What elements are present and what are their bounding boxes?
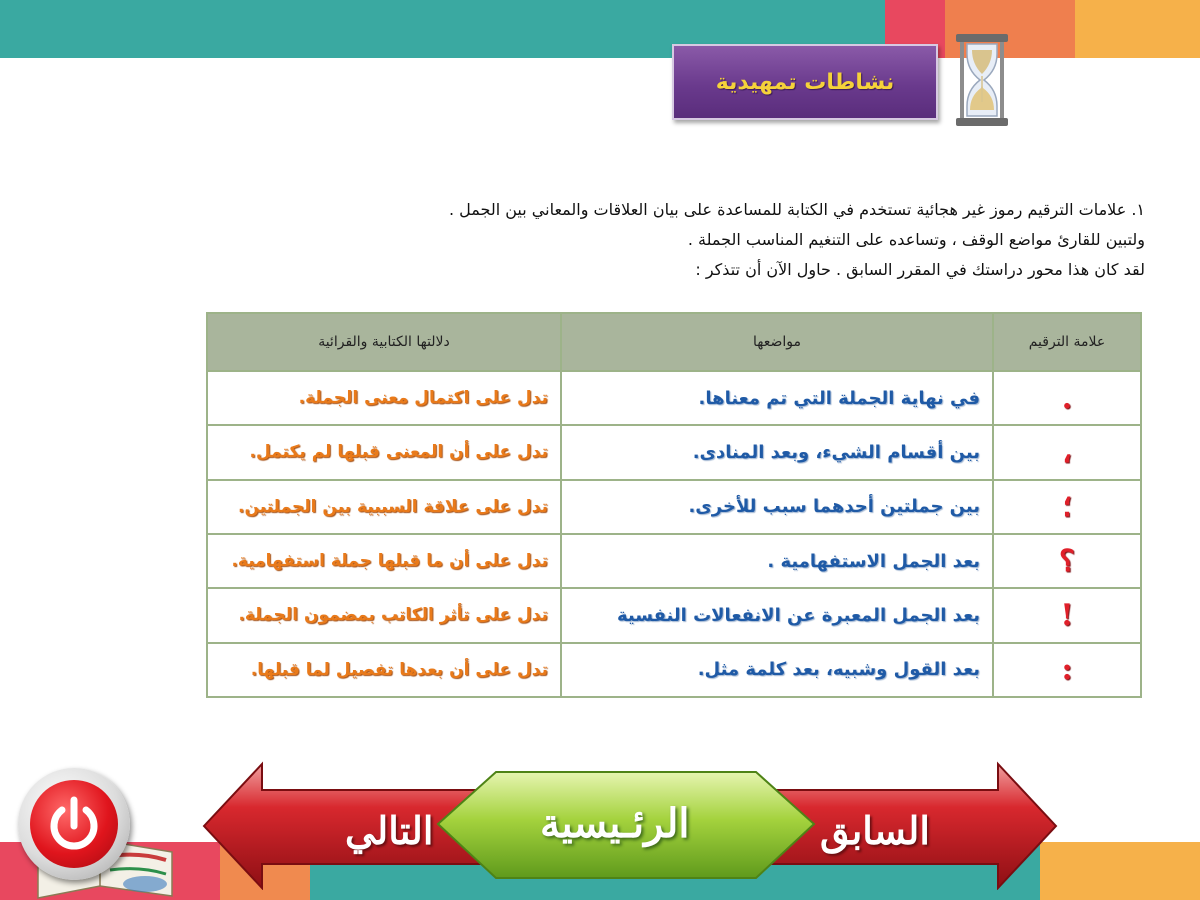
power-icon: [44, 794, 104, 854]
table-row: [207, 534, 1141, 588]
mark-cell: :: [993, 643, 1141, 697]
header-mark: علامة الترقيم: [993, 313, 1141, 371]
table-header-row: [207, 313, 1141, 371]
use-cell: تدل على أن ما قبلها جملة استفهامية.: [207, 534, 561, 588]
intro-paragraph: [190, 195, 1145, 285]
mark-cell: ؛: [993, 480, 1141, 534]
hourglass-icon: [942, 30, 1022, 130]
mark-cell: ؟: [993, 534, 1141, 588]
top-band-yellow: [1075, 0, 1200, 58]
table-row: [207, 371, 1141, 425]
power-button[interactable]: [18, 768, 130, 880]
table-row: [207, 588, 1141, 642]
punctuation-table: [206, 312, 1142, 698]
place-cell: في نهاية الجملة التي تم معناها.: [561, 371, 993, 425]
intro-line-2: ولتبين للقارئ مواضع الوقف ، وتساعده على التنغيم المناسب الجملة .: [687, 230, 1145, 249]
prev-button-label[interactable]: السابق: [820, 808, 930, 853]
use-cell: تدل على تأثر الكاتب بمضمون الجملة.: [207, 588, 561, 642]
place-cell: بين جملتين أحدهما سبب للأخرى.: [561, 480, 993, 534]
table-row: [207, 425, 1141, 479]
title-badge: [672, 44, 938, 120]
intro-line-3: لقد كان هذا محور دراستك في المقرر السابق . حاول الآن أن تتذكر :: [695, 260, 1145, 279]
place-cell: بين أقسام الشيء، وبعد المنادى.: [561, 425, 993, 479]
mark-cell: .: [993, 371, 1141, 425]
place-cell: بعد الجمل الاستفهامية .: [561, 534, 993, 588]
use-cell: تدل على أن بعدها تفصيل لما قبلها.: [207, 643, 561, 697]
place-cell: بعد القول وشبيه، بعد كلمة مثل.: [561, 643, 993, 697]
place-cell: بعد الجمل المعبرة عن الانفعالات النفسية: [561, 588, 993, 642]
power-button-inner: [30, 780, 118, 868]
mark-cell: ،: [993, 425, 1141, 479]
use-cell: تدل على اكتمال معنى الجملة.: [207, 371, 561, 425]
intro-line-1: ١. علامات الترقيم رموز غير هجائية تستخدم في الكتابة للمساعدة على بيان العلاقات والمعاني بين الجمل .: [448, 200, 1145, 219]
next-button-label[interactable]: التالي: [345, 808, 434, 853]
mark-cell: !: [993, 588, 1141, 642]
page-title: نشاطات تمهيدية: [715, 69, 895, 95]
table-row: [207, 480, 1141, 534]
home-button-label[interactable]: الرئـيسية: [540, 800, 690, 847]
table-row: [207, 643, 1141, 697]
use-cell: تدل على أن المعنى قبلها لم يكتمل.: [207, 425, 561, 479]
header-place: مواضعها: [561, 313, 993, 371]
use-cell: تدل على علاقة السببية بين الجملتين.: [207, 480, 561, 534]
header-use: دلالتها الكتابية والقرائية: [207, 313, 561, 371]
bottom-band-yellow: [1040, 842, 1200, 900]
